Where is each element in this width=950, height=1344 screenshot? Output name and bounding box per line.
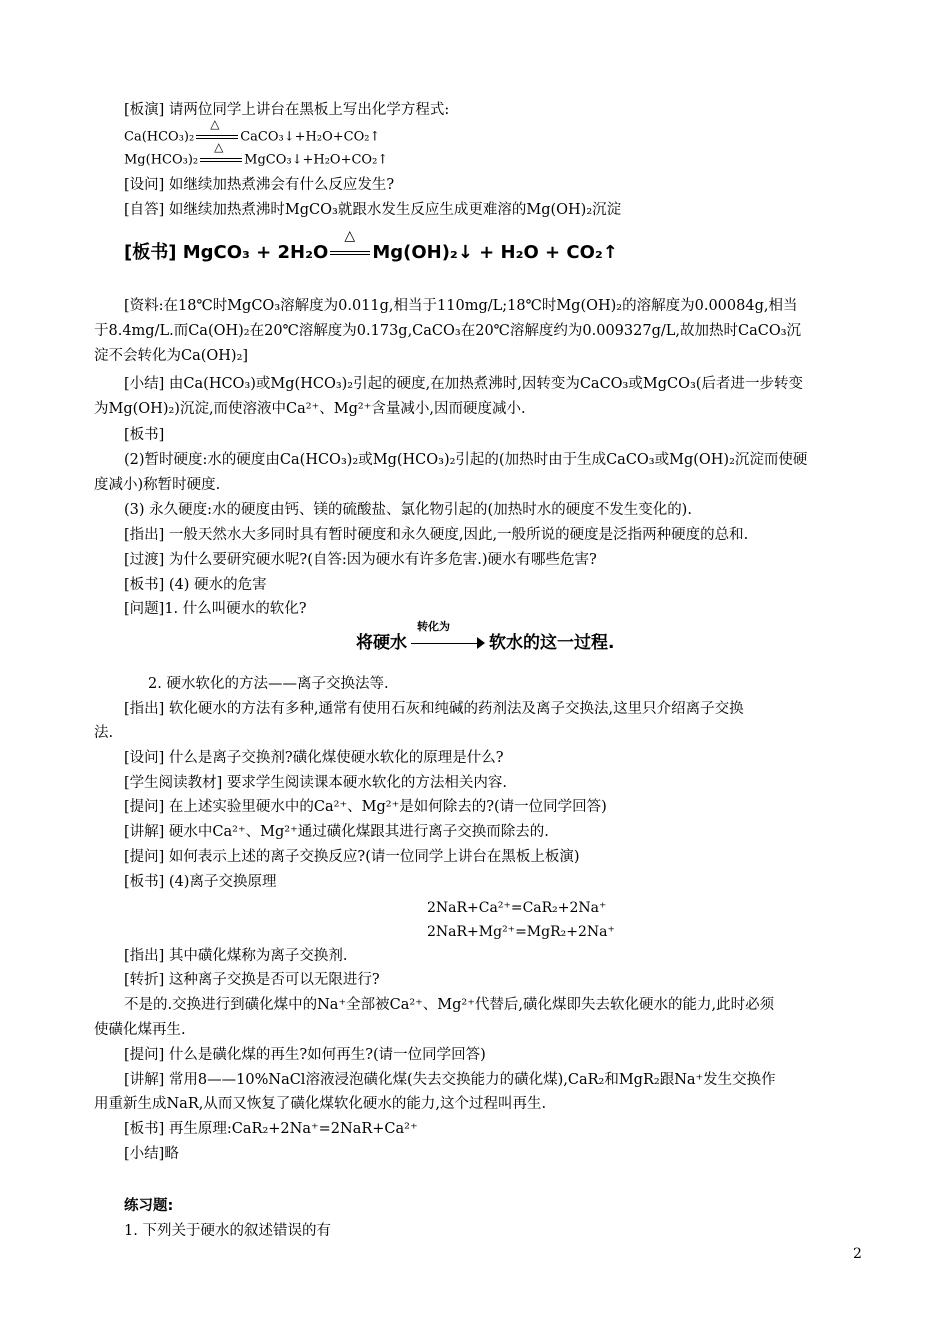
ion-exchange-equation: 2NaR+Ca²⁺=CaR₂+2Na⁺	[427, 900, 607, 916]
board-equation-mgco3: [板书] MgCO₃ + 2H₂O △ Mg(OH)₂↓ + H₂O + CO₂↑	[124, 228, 618, 263]
equation-mg-bicarbonate: Mg(HCO₃)₂ △ MgCO₃↓+H₂O+CO₂↑	[124, 140, 389, 168]
explain-line: 用重新生成NaR,从而又恢复了磺化煤软化硬水的能力,这个过程叫再生.	[94, 1096, 547, 1112]
board-line: [板书] (4)离子交换原理	[124, 874, 277, 890]
board-line: [板书] 再生原理:CaR₂+2Na⁺=2NaR+Ca²⁺	[124, 1121, 418, 1137]
data-paragraph-line: [资料:在18℃时MgCO₃溶解度为0.011g,相当于110mg/L;18℃时Mg(OH)₂的溶解度为0.00084g,相当	[124, 298, 798, 314]
point-out-line: 法.	[94, 725, 114, 741]
summary-line: [小结] 由Ca(HCO₃)或Mg(HCO₃)₂引起的硬度,在加热煮沸时,因转变为CaCO₃或MgCO₃(后者进一步转变	[124, 376, 803, 392]
temporary-hardness-line: (2)暂时硬度:水的硬度由Ca(HCO₃)₂或Mg(HCO₃)₂引起的(加热时由于生成CaCO₃或Mg(OH)₂沉淀而使硬	[124, 452, 808, 468]
answer-line: 使磺化煤再生.	[94, 1022, 186, 1038]
right-arrow-icon: 转化为	[411, 634, 485, 652]
heat-equals-sign: △	[194, 128, 240, 146]
summary-line: [小结]略	[124, 1146, 179, 1162]
answer-line: 不是的.交换进行到磺化煤中的Na⁺全部被Ca²⁺、Mg²⁺代替后,磺化煤即失去软化硬水的能力,此时必须	[124, 997, 775, 1013]
ion-exchange-equation: 2NaR+Mg²⁺=MgR₂+2Na⁺	[427, 924, 615, 940]
ask-line: [提问] 如何表示上述的离子交换反应?(请一位同学上讲台在黑板上板演)	[124, 849, 580, 865]
board-line: [板书] (4) 硬水的危害	[124, 577, 267, 593]
point-out-line: [指出] 软化硬水的方法有多种,通常有使用石灰和纯碱的药剂法及离子交换法,这里只介绍离子交换	[124, 701, 744, 717]
exercise-item: 1. 下列关于硬水的叙述错误的有	[124, 1223, 331, 1239]
reading-line: [学生阅读教材] 要求学生阅读课本硬水软化的方法相关内容.	[124, 775, 508, 791]
temporary-hardness-line: 度减小)称暂时硬度.	[94, 477, 221, 493]
data-paragraph-line: 于8.4mg/L.而Ca(OH)₂在20℃溶解度为0.173g,CaCO₃在20℃溶解度约为0.009327g/L,故加热时CaCO₃沉	[94, 323, 802, 339]
question-line: [设问] 什么是离子交换剂?磺化煤使硬水软化的原理是什么?	[124, 750, 504, 766]
conversion-diagram: 将硬水 转化为 软水的这一过程.	[356, 620, 615, 653]
data-paragraph-line: 淀不会转化为Ca(OH)₂]	[94, 348, 249, 364]
heat-equals-sign: △	[328, 244, 372, 262]
transition-line: [过渡] 为什么要研究硬水呢?(自答:因为硬水有许多危害.)硬水有哪些危害?	[124, 552, 597, 568]
ask-line: [提问] 什么是磺化煤的再生?如何再生?(请一位同学回答)	[124, 1047, 486, 1063]
question-line: [设问] 如继续加热煮沸会有什么反应发生?	[124, 177, 395, 193]
page-number: 2	[853, 1246, 862, 1262]
turn-line: [转折] 这种离子交换是否可以无限进行?	[124, 972, 380, 988]
exercise-title: 练习题:	[124, 1198, 174, 1214]
board-demo-line: [板演] 请两位同学上讲台在黑板上写出化学方程式:	[124, 102, 450, 118]
question-line: [问题]1. 什么叫硬水的软化?	[124, 601, 307, 617]
permanent-hardness-line: (3) 永久硬度:水的硬度由钙、镁的硫酸盐、氯化物引起的(加热时水的硬度不发生变化的).	[124, 502, 692, 518]
self-answer-line: [自答] 如继续加热煮沸时MgCO₃就跟水发生反应生成更难溶的Mg(OH)₂沉淀	[124, 202, 622, 218]
summary-line: 为Mg(OH)₂)沉淀,而使溶液中Ca²⁺、Mg²⁺含量减小,因而硬度减小.	[94, 401, 526, 417]
equation-ca-bicarbonate: Ca(HCO₃)₂ △ CaCO₃↓+H₂O+CO₂↑	[124, 117, 381, 145]
heat-equals-sign: △	[198, 151, 244, 169]
method-line: 2. 硬水软化的方法——离子交换法等.	[148, 676, 389, 692]
point-out-line: [指出] 一般天然水大多同时具有暂时硬度和永久硬度,因此,一般所说的硬度是泛指两种硬度的总和.	[124, 527, 749, 543]
explain-line: [讲解] 常用8——10%NaCl溶液浸泡磺化煤(失去交换能力的磺化煤),CaR₂和MgR₂跟Na⁺发生交换作	[124, 1072, 776, 1088]
explain-line: [讲解] 硬水中Ca²⁺、Mg²⁺通过磺化煤跟其进行离子交换而除去的.	[124, 824, 549, 840]
ask-line: [提问] 在上述实验里硬水中的Ca²⁺、Mg²⁺是如何除去的?(请一位同学回答)	[124, 799, 607, 815]
point-out-line: [指出] 其中磺化煤称为离子交换剂.	[124, 948, 348, 964]
board-label: [板书]	[124, 427, 165, 443]
